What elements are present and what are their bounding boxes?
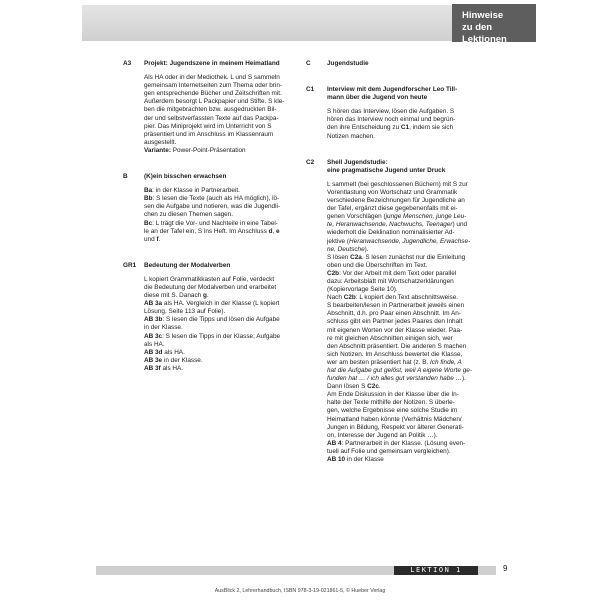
right-column [306, 60, 501, 470]
text-line: halte der Texte mithilfe der Notizen. S überle- [327, 399, 455, 407]
text-line: te, Heranwachsende, Nachwuchs, Teenager) und [327, 221, 468, 229]
lektion-label: LEKTION 1 [394, 566, 478, 575]
text-line: le an der Tafel ein, S ins Heft. Im Anschluss d, e [144, 227, 280, 235]
section-a3 [123, 60, 291, 155]
text-line: funden hat … / ich alles gut verstanden habe …). [327, 375, 466, 383]
section-code: C2 [306, 158, 315, 166]
text-line: re mit gleichen Abschnitten einigen sich, wer [327, 334, 453, 342]
text-line: Am Ende Diskussion in der Klasse über die In- [327, 391, 459, 399]
text-line: tuell auf Folie und gemeinsam vergleichen). [327, 447, 451, 455]
text-line: Als HA oder in der Mediothek. L und S sammeln [144, 74, 280, 82]
section-content [144, 173, 291, 244]
section-header-tab [452, 4, 536, 45]
text-line: L kopiert Grammatikkasten auf Folie, verdeckt [144, 275, 275, 283]
section-code: A3 [123, 60, 132, 67]
text-line: Dann lösen S C2c. [327, 383, 381, 391]
text-line: dazu: Arbeitsblatt mit Wortschatzerklärungen [327, 277, 454, 285]
text-line: L sammelt (bei geschlossenen Büchern) mit S zur [327, 180, 468, 188]
section-content [327, 60, 501, 68]
text-line: AB 4: Partnerarbeit in der Klasse. (Lösung even- [327, 439, 466, 447]
section-content [144, 60, 291, 155]
left-column [123, 60, 291, 379]
section-gap [306, 147, 501, 159]
text-line: pier. Das Miniprojekt wird im Unterricht von S [144, 122, 272, 130]
text-line: Außerdem besorgt L Packpapier und Stifte. S kle- [144, 98, 285, 106]
text-line: gen entsprechende Bücher und Zeitschriften mit. [144, 90, 282, 98]
text-line: AB 3e in der Klasse. [144, 356, 203, 364]
text-line: der und selbstverfassten Texte auf das Packpa- [144, 114, 279, 122]
text-line: verschiedene Bezeichnungen für Jugendliche an [327, 197, 465, 205]
text-line: hat die Aufgabe gut gelöst, weil A eigene Worte ge- [327, 367, 472, 374]
text-line: Bc: L trägt die Vor- und Nachteile in eine Tabel- [144, 219, 278, 227]
text-line: Variante: Power-Point-Präsentation [144, 146, 246, 154]
section-gap [123, 161, 291, 173]
text-line: den Abschnitt präsentiert. Die anderen S machen [327, 342, 467, 350]
text-line: Ba: in der Klasse in Partnerarbeit. [144, 187, 240, 195]
text-line: Notizen machen. [327, 132, 375, 140]
section-code: C1 [306, 86, 315, 94]
text-line: oben und die Überschriften im Text. [327, 261, 428, 269]
text-line: schluss gibt ein Partner jedes Paares den Inhalt [327, 318, 463, 326]
section-title: Bedeutung der Modalverben [144, 261, 231, 269]
footer-credit: AusBlick 2, Lehrerhandbuch, ISBN 978-3-19-021861-5, © Hueber Verlag [214, 588, 386, 594]
section-gap [123, 250, 291, 262]
text-line: Abschnitt, d.h. pro Paar einen Abschnitt. Im An- [327, 310, 461, 318]
section-body [144, 74, 291, 155]
section-c2 [306, 159, 501, 464]
text-line: S bearbeiten/lesen in Partnerarbeit jeweils einen [327, 302, 465, 310]
text-line: die Bedeutung der Modalverben und erarbeitet [144, 283, 277, 291]
section-title: (K)ein bisschen erwachsen [144, 173, 227, 181]
text-line: Jungen in Bildung, Respekt vor älterer Generati- [327, 423, 464, 431]
text-line: chen zu diesen Themen sagen. [144, 211, 234, 219]
text-line: ausgestellt. [144, 138, 177, 146]
text-line: hören das Interview noch einmal und begrün- [327, 116, 456, 124]
text-line: AB 3b: S lesen die Tipps und lösen die Aufgabe [144, 316, 280, 324]
text-line: S hören das Interview, lösen die Aufgaben. S [327, 108, 455, 116]
text-line: mit eigenen Worten vor der Klasse wieder. Paa- [327, 326, 463, 334]
text-line: der Tafel, ergänzt diese gegebenenfalls mit ei- [327, 205, 458, 213]
text-line: als HA. [144, 340, 165, 348]
section-c [306, 60, 501, 68]
section-gr1 [123, 262, 291, 373]
text-line: C2b: Vor der Arbeit mit dem Text oder parallel [327, 269, 457, 277]
text-line: Bb: S lesen die Texte (auch als HA möglich), lö- [144, 195, 280, 203]
section-body [144, 276, 291, 373]
section-b [123, 173, 291, 244]
text-line: AB 3a als HA. Vergleich in der Klasse (L kopiert [144, 300, 280, 308]
text-line: Heimatland haben könnte (Verhältnis Mädchen/ [327, 415, 462, 423]
text-line: wiederholt die Deklination nominalisierter Ad- [327, 229, 455, 237]
text-line: sich Notizen. Im Anschluss bewertet die Klasse, [327, 350, 463, 358]
text-line: und f. [144, 235, 161, 243]
section-title: Jugendstudie [327, 60, 369, 67]
text-line: on, Interesse der Jugend an Politik …). [327, 431, 438, 439]
text-line: jektive (Heranwachsende, Jugendliche, Erwachse- [327, 237, 471, 245]
text-line: AB 3c: S lesen die Tipps in der Klasse; Aufgabe [144, 332, 281, 340]
header-line-2: zu den Lektionen [462, 22, 507, 45]
text-line: gemeinsam Internetseiten zum Thema oder brin- [144, 82, 283, 90]
text-line: ne, Deutsche). [327, 245, 369, 253]
section-title: Interview mit dem Jugendforscher Leo Till- mann über die Jugend von heute [327, 86, 458, 102]
text-line: AB 3f als HA. [144, 364, 184, 372]
section-content [144, 262, 291, 373]
header-line-1: Hinweise [462, 10, 504, 21]
text-line: Vorentlastung von Wortschatz und Grammatik [327, 188, 458, 196]
text-line: präsentiert und im Anschluss im Klassenraum [144, 130, 274, 138]
text-line: AB 3d als HA. [144, 348, 185, 356]
section-content [327, 86, 501, 141]
page-number: 9 [503, 564, 508, 573]
text-line: Nach C2b: L kopiert den Text abschnittsweise. [327, 294, 459, 302]
text-line: Lösung, Seite 113 auf Folie). [144, 308, 226, 316]
text-line: gen, welche Ergebnisse eine solche Studie im [327, 407, 458, 415]
section-body [144, 187, 291, 244]
section-code: GR1 [123, 261, 137, 269]
text-line: genen Vorschlägen (junge Menschen, junge Leu- [327, 213, 467, 221]
section-c1 [306, 86, 501, 141]
section-title: Shell Jugendstudie: eine pragmatische Jugend unter Druck [327, 158, 446, 174]
text-line: S lösen C2a. S lesen zunächst nur die Einleitung [327, 253, 466, 261]
section-content [327, 159, 501, 464]
text-line: AB 10 in der Klasse [327, 456, 384, 464]
section-title: Projekt: Jugendszene in meinem Heimatland [144, 60, 280, 67]
text-line: diese mit S. Danach g. [144, 292, 209, 300]
section-code: B [123, 173, 128, 181]
text-line: den ihre Entscheidung zu C1, indem sie sich [327, 124, 454, 132]
section-body [327, 108, 501, 140]
text-line: sen die Aufgabe und notieren, was die Jugendli- [144, 203, 281, 211]
section-body [327, 181, 501, 464]
section-code: C [306, 60, 311, 67]
text-line: ben die mitgebrachten bzw. ausgedruckten Bil- [144, 106, 277, 114]
section-gap [306, 74, 501, 86]
text-line: (Kopiervorlage Seite 10). [327, 286, 398, 294]
text-line: wer am besten präsentiert hat (z. B. Ich finde, A [327, 358, 462, 366]
text-line: in der Klasse. [144, 324, 183, 332]
